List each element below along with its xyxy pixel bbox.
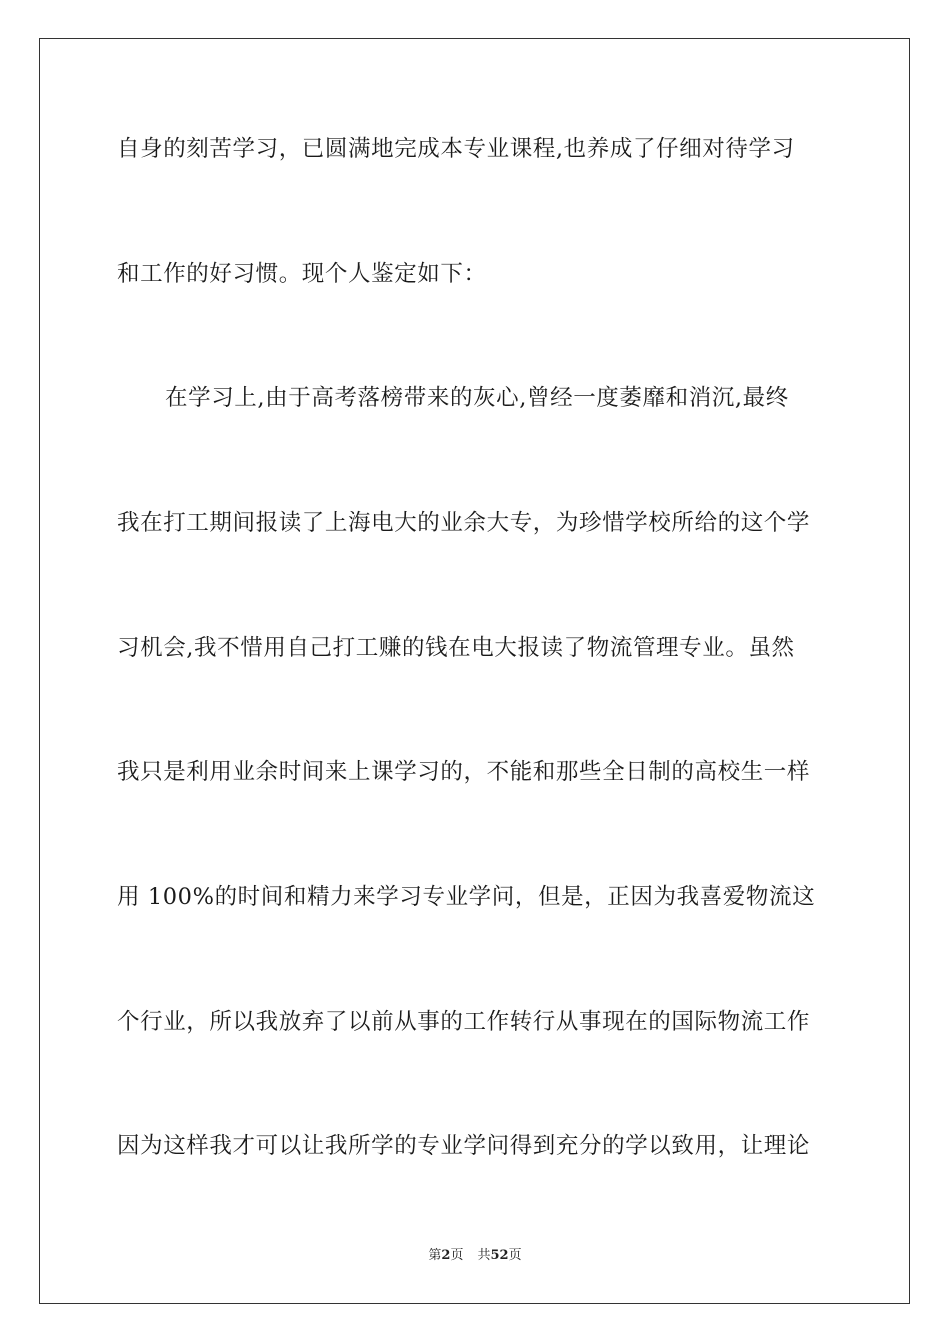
total-suffix: 页 (508, 1248, 522, 1263)
text-line-8: 个行业，所以我放弃了以前从事的工作转行从事现在的国际物流工作 (117, 1009, 811, 1035)
page-prefix: 第 (428, 1248, 442, 1263)
page-frame (39, 38, 910, 1304)
text-line-5: 习机会,我不惜用自己打工赚的钱在电大报读了物流管理专业。虽然 (117, 635, 795, 661)
total-pages: 52 (490, 1248, 509, 1263)
text-line-6: 我只是利用业余时间来上课学习的，不能和那些全日制的高校生一样 (117, 759, 811, 785)
text-line-1: 自身的刻苦学习，已圆满地完成本专业课程,也养成了仔细对待学习 (117, 136, 795, 162)
total-prefix: 共 (477, 1248, 491, 1263)
text-line-7: 用 100%的时间和精力来学习专业学问，但是，正因为我喜爱物流这 (117, 884, 816, 910)
text-line-9: 因为这样我才可以让我所学的专业学问得到充分的学以致用，让理论 (117, 1133, 811, 1159)
page-number: 2 (441, 1248, 451, 1263)
text-line-4: 我在打工期间报读了上海电大的业余大专，为珍惜学校所给的这个学 (117, 510, 811, 536)
text-line-3: 在学习上,由于高考落榜带来的灰心,曾经一度萎靡和消沉,最终 (165, 385, 789, 411)
text-line-2: 和工作的好习惯。现个人鉴定如下： (117, 261, 487, 287)
page-footer (0, 1248, 950, 1264)
page-suffix: 页 (450, 1248, 464, 1263)
